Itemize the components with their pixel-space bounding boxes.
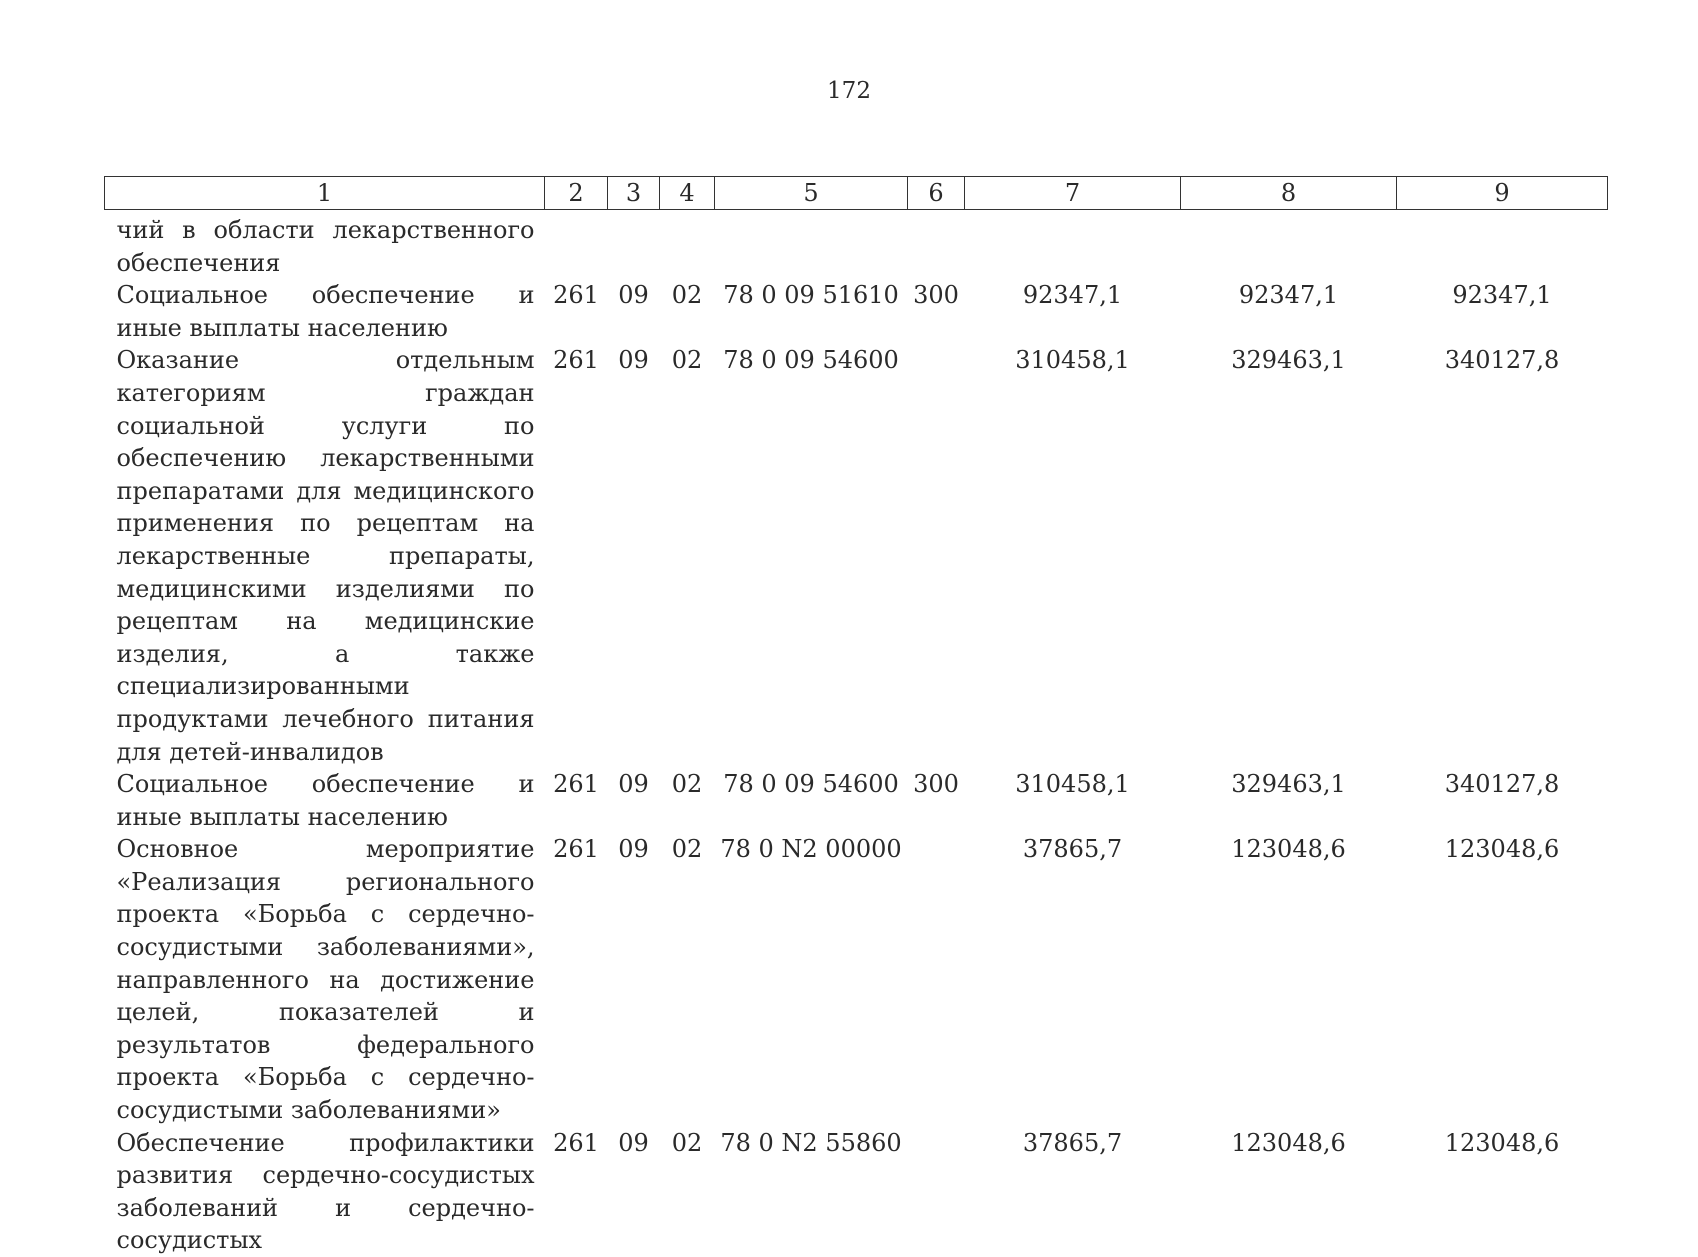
row-col7: 37865,7 (1022, 835, 1123, 864)
table-row (105, 833, 1608, 1126)
row-col7: 37865,7 (1022, 1128, 1123, 1157)
row-col8 (1181, 210, 1397, 280)
row-col2: 261 (553, 281, 599, 310)
row-col5: 78 0 09 54600 (723, 770, 899, 799)
header-cell-6: 6 (908, 177, 965, 210)
row-col8: 123048,6 (1231, 835, 1346, 864)
row-col9: 340127,8 (1444, 770, 1560, 799)
row-col4: 02 (671, 1128, 703, 1157)
row-col5 (715, 210, 908, 280)
row-col6: 300 (913, 281, 959, 310)
row-col3: 09 (618, 281, 649, 310)
row-col5: 78 0 N2 55860 (720, 1128, 902, 1157)
row-col2: 261 (553, 1128, 599, 1157)
header-cell-7: 7 (965, 177, 1181, 210)
row-col7: 92347,1 (1022, 281, 1123, 310)
row-col9: 123048,6 (1444, 1128, 1560, 1157)
row-col4: 02 (671, 835, 703, 864)
row-col7 (965, 210, 1181, 280)
header-cell-2: 2 (545, 177, 608, 210)
row-col6 (908, 210, 965, 280)
row-col3 (608, 210, 660, 280)
header-cell-1: 1 (105, 177, 545, 210)
row-col5: 78 0 09 51610 (723, 281, 899, 310)
row-description: Социальное обеспечение и иные выплаты населению (116, 281, 535, 342)
row-col6 (908, 833, 965, 1126)
row-col3: 09 (618, 770, 649, 799)
header-cell-9: 9 (1397, 177, 1608, 210)
row-col2: 261 (553, 770, 599, 799)
header-cell-3: 3 (608, 177, 660, 210)
header-row (105, 177, 1608, 210)
row-col9 (1397, 210, 1608, 280)
row-description: Социальное обеспечение и иные выплаты населению (116, 770, 535, 831)
row-col7: 310458,1 (1015, 770, 1130, 799)
row-description: Обеспечение профилактики развития сердечно-сосудистых заболеваний и сердечно-сосудистых (116, 1128, 535, 1255)
row-col5: 78 0 N2 00000 (720, 835, 902, 864)
row-col8: 329463,1 (1231, 770, 1346, 799)
row-col4: 02 (671, 281, 703, 310)
table-row (105, 768, 1608, 833)
table-row (105, 344, 1608, 768)
table-row (105, 279, 1608, 344)
row-description: Основное мероприятие «Реализация регионального проекта «Борьба с сердечно-сосудистыми заболеваниями», направленного на достижение целей, показателей и результатов федерального проекта «Борьба с сердечно-сосудистыми заболеваниями» (116, 835, 535, 1125)
budget-table (104, 176, 1608, 1257)
row-description: чий в области лекарственного обеспечения (116, 216, 535, 277)
row-col5: 78 0 09 54600 (723, 346, 899, 375)
row-col9: 340127,8 (1444, 346, 1560, 375)
row-col4 (660, 210, 715, 280)
row-col3: 09 (618, 835, 649, 864)
row-col7: 310458,1 (1015, 346, 1130, 375)
header-cell-8: 8 (1181, 177, 1397, 210)
row-col6 (908, 1127, 965, 1257)
row-description: Оказание отдельным категориям граждан социальной услуги по обеспечению лекарственными препаратами для медицинского применения по рецептам на лекарственные препараты, медицинскими изделиями по рецептам на медицинские изделия, а также специализированными продуктами лечебного питания для детей-инвалидов (116, 346, 535, 766)
row-col6: 300 (913, 770, 959, 799)
header-cell-4: 4 (660, 177, 715, 210)
table-row (105, 1127, 1608, 1257)
row-col4: 02 (671, 346, 703, 375)
row-col9: 123048,6 (1444, 835, 1560, 864)
row-col2 (545, 210, 608, 280)
row-col3: 09 (618, 1128, 649, 1157)
row-col8: 329463,1 (1231, 346, 1346, 375)
header-cell-5: 5 (715, 177, 908, 210)
row-col8: 123048,6 (1231, 1128, 1346, 1157)
table-row (105, 210, 1608, 280)
row-col4: 02 (671, 770, 703, 799)
row-col9: 92347,1 (1452, 281, 1552, 310)
row-col6 (908, 344, 965, 768)
row-col2: 261 (553, 835, 599, 864)
row-col3: 09 (618, 346, 649, 375)
page-number: 172 (827, 78, 871, 104)
row-col8: 92347,1 (1238, 281, 1339, 310)
row-col2: 261 (553, 346, 599, 375)
